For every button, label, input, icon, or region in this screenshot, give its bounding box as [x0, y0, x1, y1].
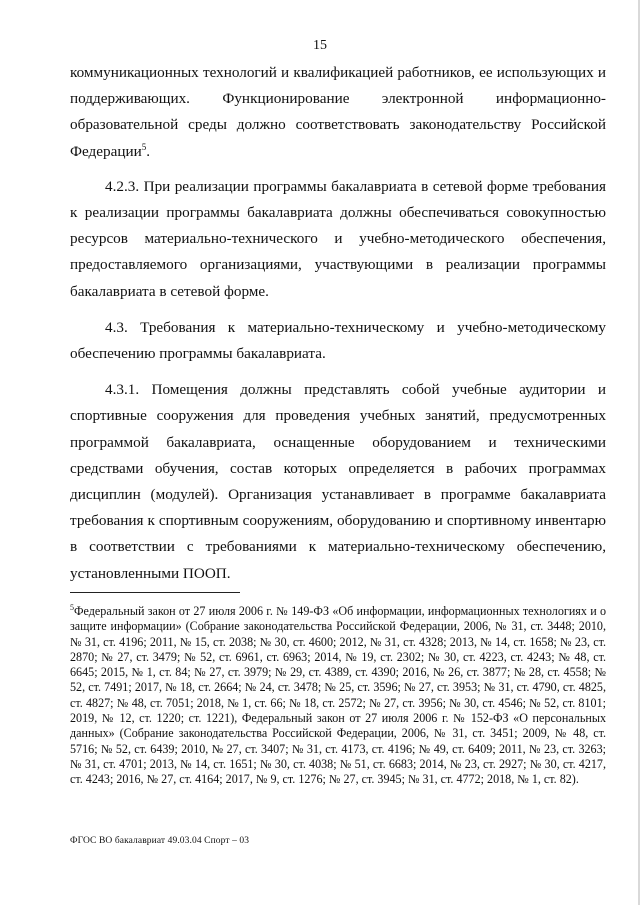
- paragraph-punctuation: .: [146, 142, 151, 160]
- footnote-mark: 5: [70, 602, 74, 612]
- footnote: [70, 604, 606, 788]
- paragraph-4-3-1: 4.3.1. Помещения должны представлять собой учебные аудитории и спортивные сооружения для проведения учебных занятий, предусмотренных программой бакалавриата, оснащенные оборудованием и техническими средствами обучения, состав которых определяется в рабочих программах дисциплин (модулей). Организация устанавливает в программе бакалавриата требования к спортивным сооружениям, оборудованию и спортивному инвентарю в соответствии с требованиями к материально-техническому обеспечению, установленными ПООП.: [70, 381, 606, 582]
- body-text: [70, 60, 606, 587]
- footnote-reference[interactable]: 5: [141, 141, 147, 152]
- footnote-divider: [70, 592, 240, 593]
- footnote-text: Федеральный закон от 27 июля 2006 г. № 149-ФЗ «Об информации, информационных технологиях и о защите информации» (Собрание законодательства Российской Федерации, 2006, № 31, ст. 3448; 2010, № 31, ст. 4196; 2011, № 15, ст. 2038; № 30, ст. 4600; 2012, № 31, ст. 4328; 2013, № 14, ст. 1658; № 23, ст. 2870; № 27, ст. 3479; № 52, ст. 6961, ст. 6963; 2014, № 19, ст. 2302; № 30, ст. 4223, ст. 4243; № 48, ст. 6645; 2015, № 1, ст. 84; № 27, ст. 3979; № 29, ст. 4389, ст. 4390; 2016, № 26, ст. 3877; № 28, ст. 4558; № 52, ст. 7491; 2017, № 18, ст. 2664; № 24, ст. 3478; № 25, ст. 3596; № 27, ст. 3953; № 31, ст. 4790, ст. 4825, ст. 4827; № 48, ст. 7051; 2018, № 1, ст. 66; № 18, ст. 2572; № 27, ст. 3956; № 30, ст. 4546; № 52, ст. 8101; 2019, № 12, ст. 1220; ст. 1221), Федеральный закон от 27 июля 2006 г. № 152-ФЗ «О персональных данных» (Собрание законодательства Российской Федерации, 2006, № 31, ст. 3451; 2009, № 48, ст. 5716; № 52, ст. 6439; 2010, № 27, ст. 3407; № 31, ст. 4173, ст. 4196; № 49, ст. 6409; 2011, № 23, ст. 3263; № 31, ст. 4701; 2013, № 14, ст. 1651; № 30, ст. 4038; № 51, ст. 6683; 2014, № 23, ст. 2927; № 30, ст. 4217, ст. 4243; 2016, № 27, ст. 4164; 2017, № 9, ст. 1276; № 27, ст. 3945; № 31, ст. 4772; 2018, № 1, ст. 82).: [70, 604, 606, 787]
- paragraph-4-2-3: 4.2.3. При реализации программы бакалавриата в сетевой форме требования к реализации программы бакалавриата должны обеспечиваться совокупностью ресурсов материально-технического и учебно-методического обеспечения, предоставляемого организациями, участвующими в реализации программы бакалавриата в сетевой форме.: [70, 177, 606, 300]
- paragraph-4-3: 4.3. Требования к материально-техническому и учебно-методическому обеспечению программы бакалавриата.: [70, 318, 606, 363]
- paragraph-continuation: [70, 60, 606, 165]
- page-footer: ФГОС ВО бакалавриат 49.03.04 Спорт – 03: [70, 836, 250, 846]
- page-number: 15: [313, 38, 327, 53]
- paragraph-text: коммуникационных технологий и квалификацией работников, ее использующих и поддерживающих. Функционирование электронной информационно-образовательной среды должно соответствовать законодательству Российской Федерации: [70, 64, 606, 160]
